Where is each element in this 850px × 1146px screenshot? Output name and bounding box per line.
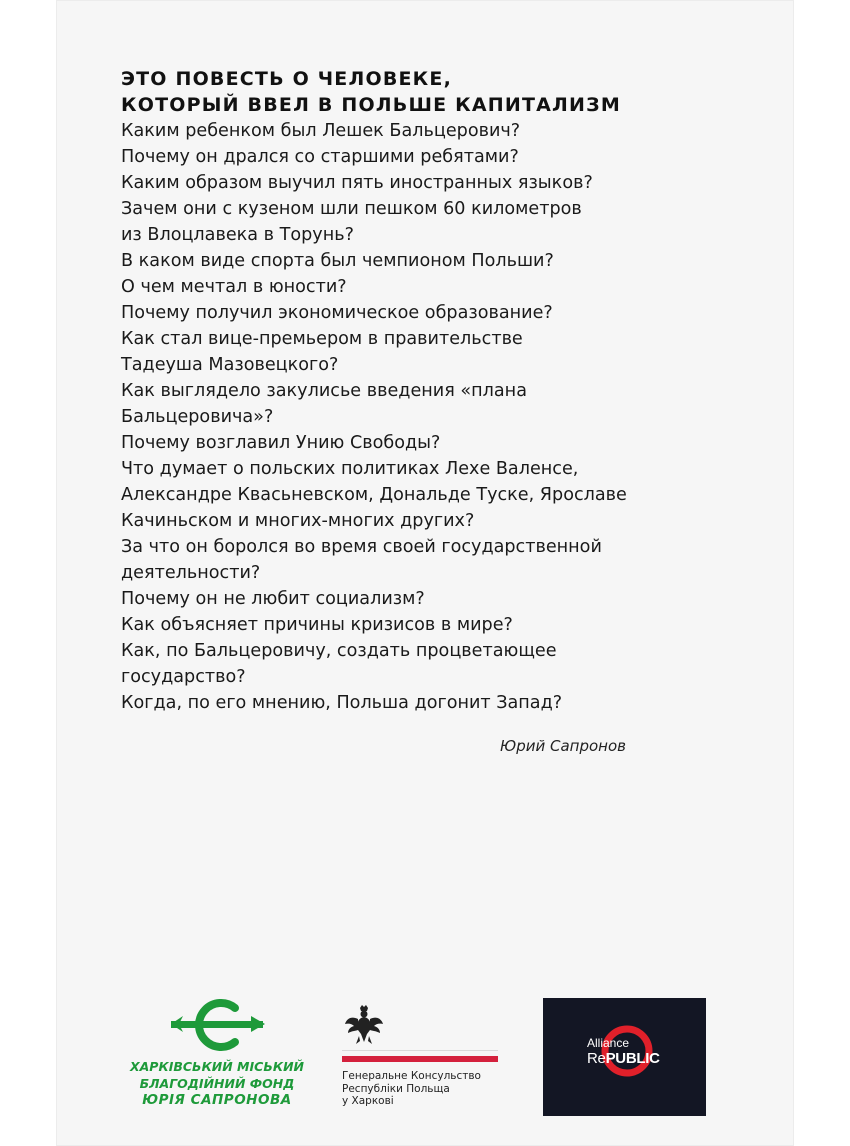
alliance-republic-logo (543, 998, 706, 1116)
question-line: из Влоцлавека в Торунь? (121, 225, 354, 245)
fund-name-line-2: БЛАГОДІЙНИЙ ФОНД (139, 1076, 295, 1091)
fund-emblem-icon (165, 996, 269, 1054)
question-line: В каком виде спорта был чемпионом Польши? (121, 251, 554, 271)
flag-red-stripe (342, 1056, 498, 1062)
heading-line-1: ЭТО ПОВЕСТЬ О ЧЕЛОВЕКЕ, (121, 68, 453, 90)
question-line: Тадеуша Мазовецкого? (121, 355, 339, 375)
question-line: государство? (121, 667, 246, 687)
alliance-word: Alliance (587, 1036, 630, 1050)
question-line: Как стал вице-премьером в правительстве (121, 329, 523, 349)
question-line: деятельности? (121, 563, 261, 583)
consulate-name (342, 1070, 481, 1108)
consulate-line-1: Генеральне Консульство (342, 1070, 481, 1082)
consulate-line-2: Республіки Польща (342, 1082, 450, 1095)
fund-name-line-1: ХАРКІВСЬКИЙ МІСЬКИЙ (130, 1059, 304, 1074)
republic-main: PUBLIC (605, 1050, 660, 1067)
question-line: За что он боролся во время своей государственной (121, 537, 602, 557)
question-line: Почему возглавил Унию Свободы? (121, 433, 441, 453)
question-line: Бальцеровича»? (121, 407, 274, 427)
question-line: Почему получил экономическое образование? (121, 303, 553, 323)
republic-word (587, 1050, 660, 1067)
question-line: Как, по Бальцеровичу, создать процветающее (121, 641, 557, 661)
question-line: Качиньском и многих-многих других? (121, 511, 475, 531)
polish-eagle-icon (344, 1004, 384, 1046)
question-line: Почему он дрался со старшими ребятами? (121, 147, 519, 167)
question-line: Как объясняет причины кризисов в мире? (121, 615, 513, 635)
question-list (121, 118, 627, 716)
question-line: Что думает о польских политиках Лехе Валенсе, (121, 459, 579, 479)
question-line: Каким образом выучил пять иностранных языков? (121, 173, 593, 193)
fund-name (117, 1058, 317, 1109)
question-line: Когда, по его мнению, Польша догонит Запад? (121, 693, 563, 713)
heading-line-2: КОТОРЫЙ ВВЕЛ В ПОЛЬШЕ КАПИТАЛИЗМ (121, 94, 621, 116)
republic-prefix: Re (587, 1050, 606, 1067)
fund-name-line-3: ЮРІЯ САПРОНОВА (142, 1092, 292, 1108)
question-line: Почему он не любит социализм? (121, 589, 425, 609)
question-line: Каким ребенком был Лешек Бальцерович? (121, 121, 521, 141)
author-signature: Юрий Сапронов (500, 737, 626, 755)
cover-heading (121, 66, 621, 118)
question-line: О чем мечтал в юности? (121, 277, 347, 297)
question-line: Зачем они с кузеном шли пешком 60 километров (121, 199, 582, 219)
question-line: Александре Квасьневском, Дональде Туске, Ярославе (121, 485, 627, 505)
question-line: Как выглядело закулисье введения «плана (121, 381, 527, 401)
consulate-line-3: у Харкові (342, 1095, 394, 1107)
